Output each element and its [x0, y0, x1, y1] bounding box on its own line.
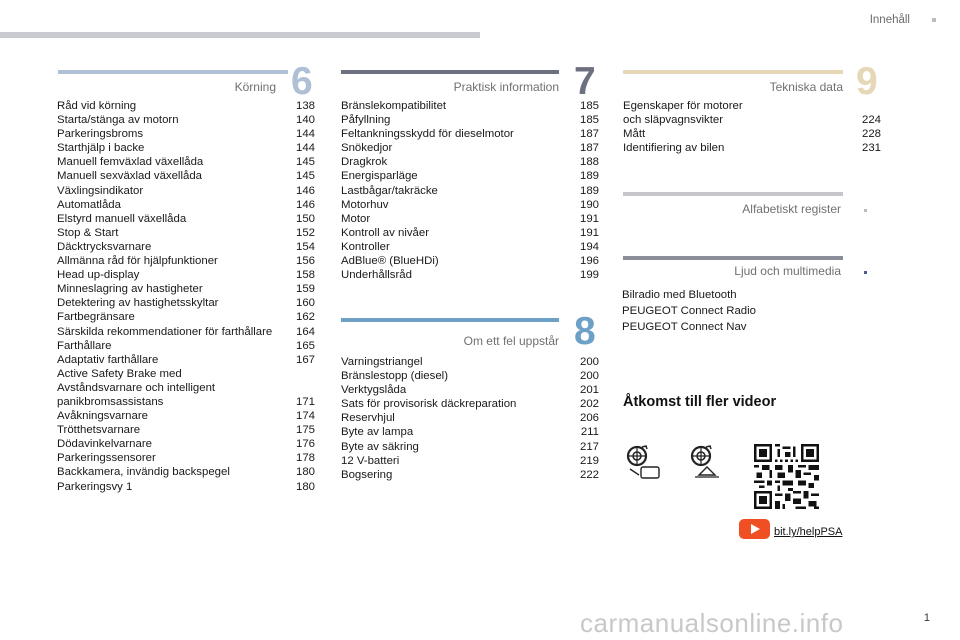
toc-entry-title: Underhållsråd — [341, 269, 412, 282]
toc-entry-title: Kontroll av nivåer — [341, 226, 430, 239]
toc-row — [57, 353, 315, 367]
toc-entry-page: 200 — [579, 356, 599, 368]
page-number: 1 — [923, 612, 930, 624]
toc-entry-page: 180 — [295, 480, 315, 493]
toc-entry-title: Råd vid körning — [57, 100, 137, 112]
toc-entry-page: 185 — [579, 100, 599, 112]
toc-row — [57, 409, 315, 423]
toc-entry-title: Active Safety Brake med — [57, 367, 182, 380]
toc-entry-page: 189 — [579, 170, 599, 183]
korning-number: 6 — [291, 60, 313, 103]
toc-entry-page: 144 — [295, 128, 315, 141]
toc-entry-title: Stop & Start — [57, 226, 119, 239]
toc-row — [341, 113, 599, 127]
toc-entry-title: Farthållare — [57, 339, 112, 352]
tekniska-bar — [623, 70, 843, 74]
toc-entry-page: 144 — [295, 142, 315, 155]
toc-entry-page: 222 — [579, 468, 599, 481]
ljud-bar — [623, 256, 843, 260]
toc-entry-title: Elstyrd manuell växellåda — [57, 212, 187, 225]
qr-code-icon[interactable] — [754, 444, 819, 509]
ljud-list — [622, 287, 756, 335]
toc-entry-title: Dragkrok — [341, 156, 388, 169]
toc-row — [341, 411, 599, 425]
toc-entry-title: 12 V-batteri — [341, 454, 400, 467]
toc-entry-page: 190 — [579, 198, 599, 211]
toc-row — [341, 254, 599, 268]
toc-row: Mått 228 — [623, 128, 881, 141]
toc-entry-title: Bränslestopp (diesel) — [341, 370, 448, 383]
toc-entry-title: Varningstriangel — [341, 356, 423, 368]
toc-entry-title: Verktygslåda — [341, 384, 407, 397]
toc-entry-title: Starta/stänga av motorn — [57, 114, 179, 127]
toc-entry-page: 174 — [295, 410, 315, 423]
toc-entry-title: Bogsering — [341, 468, 393, 481]
wheel-repair-kit-icon[interactable] — [626, 445, 662, 481]
toc-row — [57, 437, 315, 451]
tekniska-toc — [623, 99, 881, 155]
toc-entry-page: 167 — [295, 353, 315, 366]
toc-row — [57, 141, 315, 155]
toc-row — [341, 240, 599, 254]
toc-entry-title: Backkamera, invändig backspegel — [57, 466, 230, 479]
toc-entry-page: 217 — [579, 440, 599, 453]
toc-entry-title: Automatlåda — [57, 198, 121, 211]
toc-entry-title: Detektering av hastighetsskyltar — [57, 297, 219, 310]
help-link[interactable]: bit.ly/helpPSA — [774, 526, 843, 538]
toc-row — [57, 268, 315, 282]
toc-entry-page: 194 — [579, 240, 599, 253]
toc-entry-page: 187 — [579, 128, 599, 141]
toc-row — [341, 127, 599, 141]
list-item: Bilradio med Bluetooth — [622, 289, 737, 301]
header-title: Innehåll — [869, 14, 910, 26]
toc-row — [57, 395, 315, 409]
toc-entry-page: 156 — [295, 255, 315, 268]
toc-entry-title: Parkeringsvy 1 — [57, 480, 133, 493]
toc-entry-title: Motor — [341, 212, 371, 225]
fel-bar — [341, 318, 559, 322]
toc-row — [341, 454, 599, 468]
toc-row — [57, 226, 315, 240]
toc-entry-title: Motorhuv — [341, 198, 389, 211]
korning-title: Körning — [234, 80, 276, 94]
toc-row — [341, 184, 599, 198]
toc-row — [341, 397, 599, 411]
toc-row — [341, 169, 599, 183]
toc-row: Egenskaper för motorer — [623, 100, 743, 112]
toc-row — [57, 310, 315, 324]
toc-row — [57, 99, 315, 113]
toc-entry-page: 152 — [295, 226, 315, 239]
fel-toc — [341, 355, 599, 482]
toc-entry-page: 180 — [295, 466, 315, 479]
list-item: PEUGEOT Connect Nav — [622, 321, 747, 333]
toc-entry-page: 189 — [579, 184, 599, 197]
toc-entry-page: 164 — [295, 325, 315, 338]
list-item: PEUGEOT Connect Radio — [622, 305, 757, 317]
toc-entry-title: Parkeringsbroms — [57, 128, 144, 141]
toc-row — [341, 212, 599, 226]
toc-entry-page: 206 — [579, 412, 599, 425]
toc-entry-title: Avståndsvarnare och intelligent — [57, 381, 216, 394]
toc-row: och släpvagnsvikter 224 — [623, 114, 881, 127]
toc-entry-title: Byte av lampa — [341, 426, 414, 439]
toc-entry-page: 202 — [579, 398, 599, 411]
toc-entry-page: 158 — [295, 269, 315, 282]
toc-entry-page: 185 — [579, 114, 599, 127]
tekniska-title: Tekniska data — [769, 80, 843, 94]
toc-row — [341, 99, 599, 113]
toc-row — [341, 383, 599, 397]
toc-row — [341, 355, 599, 369]
toc-entry-title: Särskilda rekommendationer för farthållare — [57, 325, 273, 338]
korning-bar — [58, 70, 288, 74]
toc-entry-page: 219 — [579, 454, 599, 467]
toc-row — [57, 296, 315, 310]
toc-row — [341, 141, 599, 155]
toc-entry-page: 178 — [295, 452, 315, 465]
toc-row — [341, 468, 599, 482]
praktisk-title: Praktisk information — [453, 80, 559, 94]
toc-entry-page: 138 — [295, 100, 315, 112]
toc-entry-page: 171 — [295, 395, 315, 408]
toc-entry-title: Starthjälp i backe — [57, 142, 145, 155]
toc-entry-page: 191 — [579, 212, 599, 225]
toc-entry-title: Manuell sexväxlad växellåda — [57, 170, 202, 183]
toc-row — [341, 226, 599, 240]
toc-entry-title: Trötthetsvarnare — [57, 424, 141, 437]
toc-row — [57, 423, 315, 437]
toc-entry-page: 188 — [579, 156, 599, 169]
toc-entry-page: 175 — [295, 424, 315, 437]
toc-entry-title: Reservhjul — [341, 412, 395, 425]
toc-entry-page: 159 — [295, 283, 315, 296]
toc-row — [57, 465, 315, 479]
toc-entry-page: 199 — [579, 269, 599, 282]
toc-row — [57, 169, 315, 183]
video-play-icon[interactable] — [739, 519, 770, 539]
alfabetiskt-title: Alfabetiskt register — [742, 202, 841, 216]
toc-row — [57, 184, 315, 198]
toc-entry-page: 145 — [295, 170, 315, 183]
toc-entry-page: 150 — [295, 212, 315, 225]
ljud-title: Ljud och multimedia — [734, 264, 841, 278]
toc-entry-title: Sats för provisorisk däckreparation — [341, 398, 517, 411]
toc-row: Identifiering av bilen 231 — [623, 142, 881, 155]
toc-row — [57, 480, 315, 494]
toc-entry-title: Bränslekompatibilitet — [341, 100, 447, 112]
ljud-square-icon — [864, 271, 867, 274]
header-label — [870, 14, 936, 26]
toc-entry-title: Lastbågar/takräcke — [341, 184, 438, 197]
toc-entry-title: Avåkningsvarnare — [57, 410, 148, 423]
toc-row — [341, 268, 599, 282]
toc-entry-title: panikbromsassistans — [57, 395, 164, 408]
toc-entry-page: 196 — [579, 255, 599, 268]
header-square-icon — [932, 18, 936, 22]
alfabetiskt-square-icon — [864, 209, 867, 212]
toc-entry-title: Påfyllning — [341, 114, 391, 127]
toc-entry-title: Parkeringssensorer — [57, 452, 156, 465]
tekniska-number: 9 — [856, 60, 878, 103]
toc-row — [57, 381, 315, 395]
toc-entry-title: AdBlue® (BlueHDi) — [341, 255, 439, 268]
toc-row — [57, 339, 315, 353]
toc-entry-page: 160 — [295, 297, 315, 310]
toc-row — [341, 198, 599, 212]
praktisk-toc — [341, 99, 599, 282]
toc-entry-title: Dödavinkelvarnare — [57, 438, 152, 451]
watermark: carmanualsonline.info — [580, 608, 844, 638]
toc-row — [57, 240, 315, 254]
toc-entry-title: Växlingsindikator — [57, 184, 144, 197]
toc-row — [57, 113, 315, 127]
fel-number: 8 — [574, 310, 596, 353]
toc-entry-page: 200 — [579, 370, 599, 383]
toc-row — [57, 155, 315, 169]
toc-row — [57, 198, 315, 212]
toc-entry-page: 146 — [295, 198, 315, 211]
top-rule — [0, 32, 480, 38]
toc-row — [57, 325, 315, 339]
alfabetiskt-bar — [623, 192, 843, 196]
toc-entry-page: 176 — [295, 438, 315, 451]
toc-entry-page: 154 — [295, 240, 315, 253]
toc-entry-title: Adaptativ farthållare — [57, 353, 159, 366]
toc-entry-page: 187 — [579, 142, 599, 155]
toc-entry-page: 165 — [295, 339, 315, 352]
korning-toc — [57, 99, 315, 494]
praktisk-number: 7 — [574, 60, 596, 103]
toc-entry-title: Energisparläge — [341, 170, 418, 183]
toc-entry-title: Feltankningsskydd för dieselmotor — [341, 128, 514, 141]
toc-entry-page: 140 — [295, 114, 315, 127]
toc-entry-title: Kontroller — [341, 240, 390, 253]
toc-entry-page: 145 — [295, 156, 315, 169]
toc-row — [341, 155, 599, 169]
fel-title: Om ett fel uppstår — [463, 334, 559, 348]
toc-entry-page: 191 — [579, 226, 599, 239]
toc-entry-page: 146 — [295, 184, 315, 197]
toc-entry-title: Manuell femväxlad växellåda — [57, 156, 204, 169]
toc-entry-page: 201 — [579, 384, 599, 397]
toc-entry-page: 211 — [580, 426, 599, 439]
toc-row — [57, 212, 315, 226]
praktisk-bar — [341, 70, 559, 74]
toc-row — [57, 127, 315, 141]
toc-row — [341, 369, 599, 383]
toc-entry-title: Minneslagring av hastigheter — [57, 283, 203, 296]
toc-entry-page: 162 — [295, 311, 315, 324]
toc-row — [57, 451, 315, 465]
toc-row — [57, 254, 315, 268]
toc-row — [341, 425, 599, 439]
toc-entry-title: Byte av säkring — [341, 440, 419, 453]
toc-entry-title: Allmänna råd för hjälpfunktioner — [57, 255, 218, 268]
videos-heading: Åtkomst till fler videor — [623, 394, 777, 410]
toc-row — [341, 440, 599, 454]
toc-row — [57, 367, 315, 381]
toc-entry-title: Head up-display — [57, 269, 140, 282]
toc-entry-title: Snökedjor — [341, 142, 393, 155]
toc-row — [57, 282, 315, 296]
wheel-jack-icon[interactable] — [689, 445, 725, 481]
toc-entry-title: Fartbegränsare — [57, 311, 135, 324]
toc-entry-title: Däcktrycksvarnare — [57, 240, 152, 253]
